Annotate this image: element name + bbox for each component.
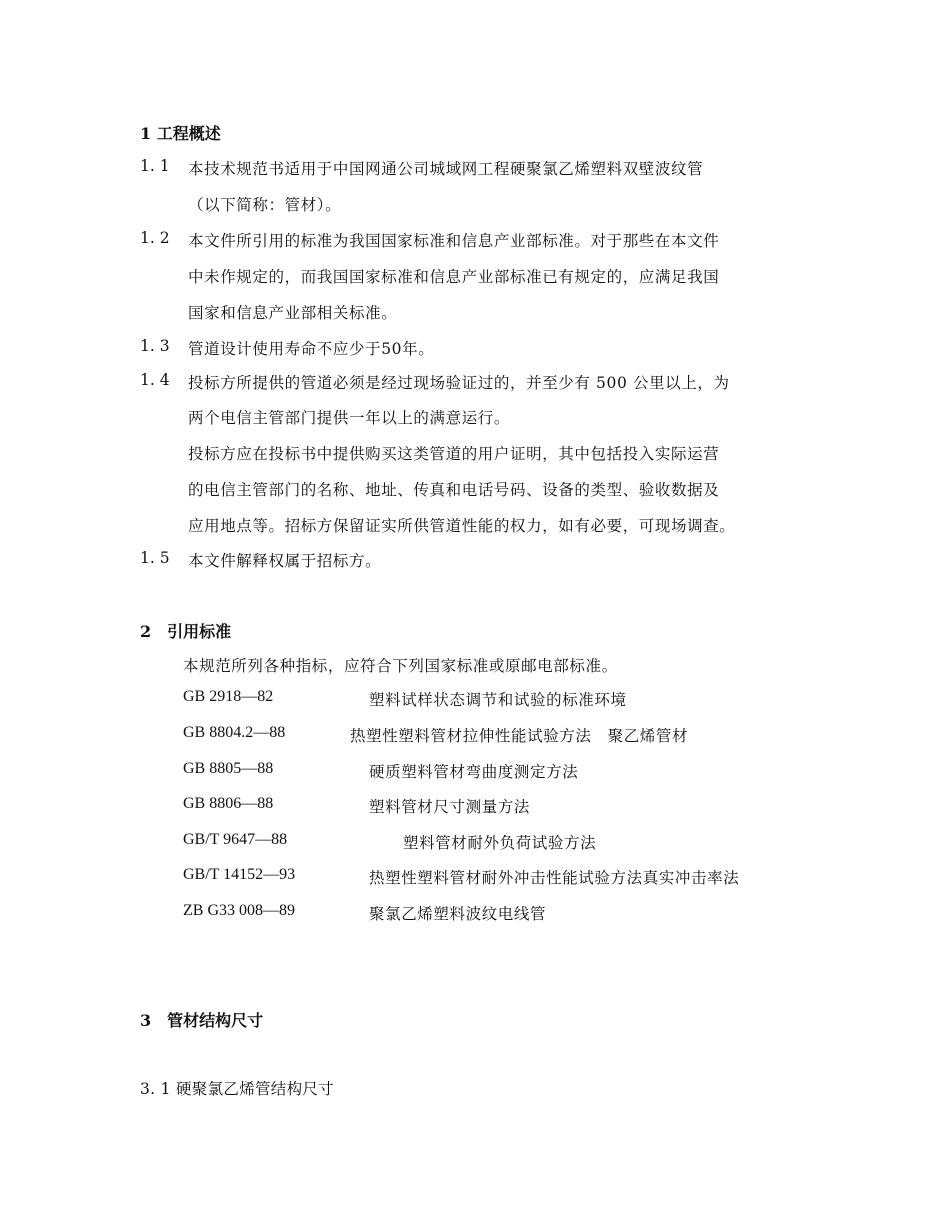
item-1-2-line-2: 中未作规定的，而我国国家标准和信息产业部标准已有规定的，应满足我国 <box>188 268 720 286</box>
standard-title: 塑料管材尺寸测量方法 <box>369 798 531 816</box>
item-1-5-line-1: 本文件解释权属于招标方。 <box>188 552 382 570</box>
standard-title: 热塑性塑料管材拉伸性能试验方法 聚乙烯管材 <box>350 727 689 745</box>
section3-subheading: 3. 1 硬聚氯乙烯管结构尺寸 <box>140 1080 335 1098</box>
item-1-2-line-1: 本文件所引用的标准为我国国家标准和信息产业部标准。对于那些在本文件 <box>188 232 720 250</box>
standard-title: 硬质塑料管材弯曲度测定方法 <box>369 763 579 781</box>
standard-code: GB 8805—88 <box>183 760 274 777</box>
item-1-2-line-3: 国家和信息产业部相关标准。 <box>188 304 398 322</box>
standard-code: GB/T 14152—93 <box>183 866 296 883</box>
item-1-4-line-3: 投标方应在投标书中提供购买这类管道的用户证明，其中包括投入实际运营 <box>188 445 720 463</box>
item-1-2-number: 1. 2 <box>140 229 170 247</box>
item-1-4-line-5: 应用地点等。招标方保留证实所供管道性能的权力，如有必要，可现场调查。 <box>188 517 736 535</box>
standard-title: 聚氯乙烯塑料波纹电线管 <box>369 905 547 923</box>
standard-title: 塑料试样状态调节和试验的标准环境 <box>369 691 627 709</box>
standard-code: ZB G33 008—89 <box>183 902 295 919</box>
section2-heading: 2 引用标准 <box>140 622 232 641</box>
item-1-5-number: 1. 5 <box>140 549 170 567</box>
item-1-4-line-2: 两个电信主管部门提供一年以上的满意运行。 <box>188 409 511 427</box>
standard-code: GB/T 9647—88 <box>183 831 288 848</box>
item-1-3-line-1: 管道设计使用寿命不应少于50年。 <box>188 340 435 358</box>
standard-code: GB 8806—88 <box>183 795 274 812</box>
item-1-1-number: 1. 1 <box>140 157 170 175</box>
item-1-1-line-2: （以下简称：管材）。 <box>188 196 342 214</box>
standard-title: 塑料管材耐外负荷试验方法 <box>403 834 597 852</box>
section3-heading: 3 管材结构尺寸 <box>140 1011 264 1030</box>
item-1-4-line-1: 投标方所提供的管道必须是经过现场验证过的，并至少有 500 公里以上，为 <box>188 374 730 392</box>
item-1-3-number: 1. 3 <box>140 337 170 355</box>
item-1-1-line-1: 本技术规范书适用于中国网通公司城域网工程硬聚氯乙烯塑料双壁波纹管 <box>188 160 704 178</box>
item-1-4-line-4: 的电信主管部门的名称、地址、传真和电话号码、设备的类型、验收数据及 <box>188 481 720 499</box>
section2-intro: 本规范所列各种指标，应符合下列国家标准或原邮电部标准。 <box>183 657 618 675</box>
standard-title: 热塑性塑料管材耐外冲击性能试验方法真实冲击率法 <box>369 869 740 887</box>
standard-code: GB 8804.2—88 <box>183 724 286 741</box>
section1-heading: 1 工程概述 <box>140 124 221 143</box>
item-1-4-number: 1. 4 <box>140 371 170 389</box>
standard-code: GB 2918—82 <box>183 688 274 705</box>
